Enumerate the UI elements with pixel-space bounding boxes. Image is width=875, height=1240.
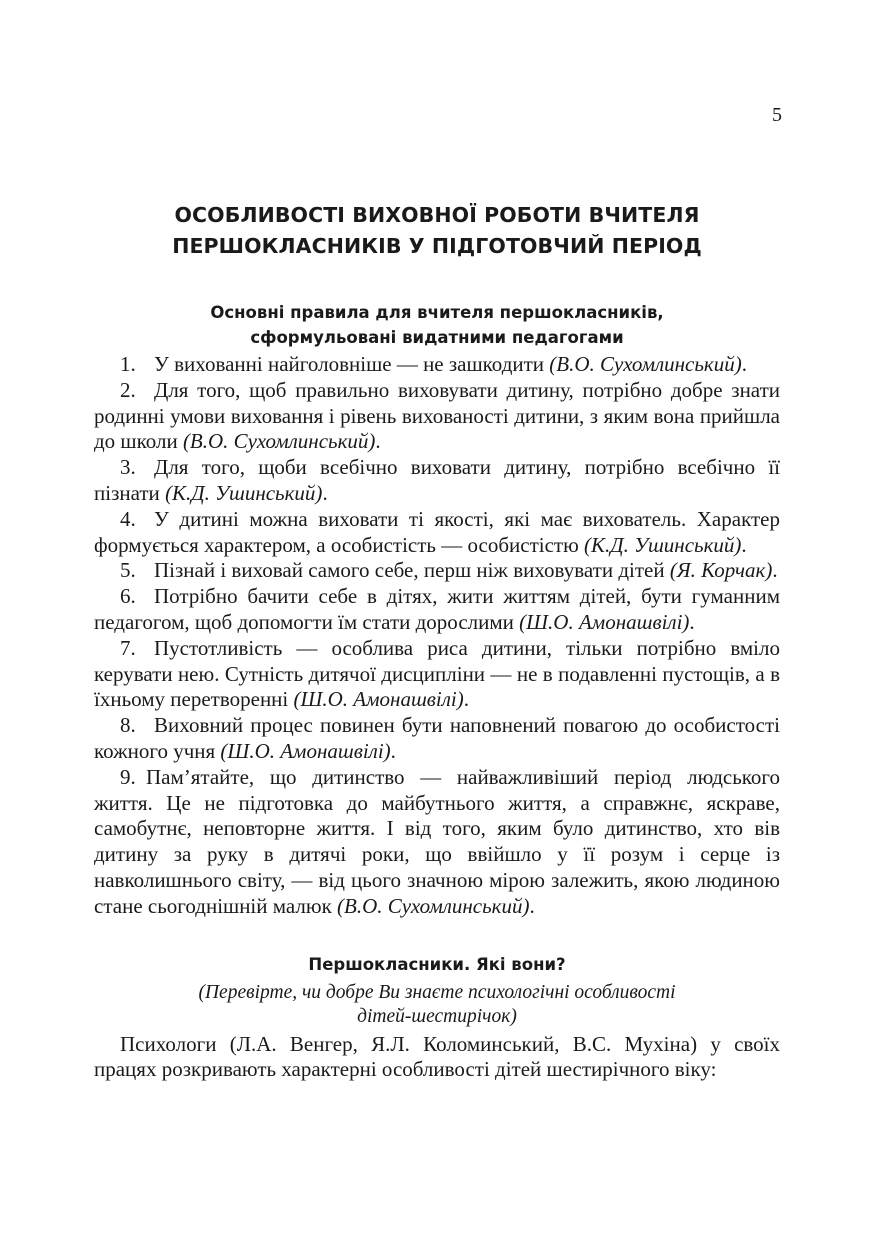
rule-item-4 xyxy=(94,507,780,559)
rule-item-2 xyxy=(94,378,780,455)
rule-text: Для того, щоби всебічно виховати дитину, потрібно всебічно її пізнати xyxy=(94,455,780,505)
rule-end: . xyxy=(689,609,695,634)
rule-author: (Ш.О. Амонашвілі) xyxy=(293,687,464,712)
rule-text: Потрібно бачити себе в дітях, жити життям дітей, бути гуманним педагогом, щоб допомогти їм стати дорослими xyxy=(94,584,780,634)
rule-number: 5. xyxy=(120,558,136,583)
note-line-1: (Перевірте, чи добре Ви знаєте психологічні особливості xyxy=(198,981,676,1003)
rule-number: 7. xyxy=(120,635,136,660)
rule-end: . xyxy=(741,352,747,376)
note-line-2: дітей-шестирічок) xyxy=(357,1005,517,1027)
rule-end: . xyxy=(463,687,469,712)
rule-item-5 xyxy=(94,558,780,584)
rule-item-7 xyxy=(94,636,780,713)
rule-number: 8. xyxy=(120,713,136,738)
rules-list xyxy=(94,352,780,920)
chapter-title-line-1: ОСОБЛИВОСТІ ВИХОВНОЇ РОБОТИ ВЧИТЕЛЯ xyxy=(174,203,700,227)
rule-item-8 xyxy=(94,713,780,765)
rule-text: Виховний процес повинен бути наповнений повагою до особистості кожного учня xyxy=(94,713,780,763)
rule-end: . xyxy=(390,738,396,763)
first-graders-heading: Першокласники. Які вони? xyxy=(308,954,566,974)
rule-number: 3. xyxy=(120,455,136,480)
rule-number: 6. xyxy=(120,584,136,609)
rule-author: (В.О. Сухомлинський) xyxy=(337,893,530,918)
rule-author: (Я. Корчак) xyxy=(669,558,773,583)
rule-end: . xyxy=(741,532,747,557)
page-number: 5 xyxy=(772,104,782,126)
rule-item-6 xyxy=(94,584,780,636)
rule-text: У вихованні найголовніше — не зашкодити xyxy=(154,352,550,376)
rule-text: Для того, щоб правильно виховувати дитину, потрібно добре знати родинні умови виховання і рівень вихованості дитини, з яким вона прийшла до школи xyxy=(94,377,780,454)
rule-number: 4. xyxy=(120,506,136,531)
rule-item-1 xyxy=(94,352,780,378)
rule-text: У дитині можна виховати ті якості, які має вихователь. Характер формується характером, а особистість — особистістю xyxy=(94,506,780,557)
rule-number: 9. xyxy=(120,764,136,789)
rules-heading xyxy=(94,300,780,350)
rule-author: (К.Д. Ушинський) xyxy=(584,532,742,557)
rule-number: 2. xyxy=(120,377,136,402)
rule-end: . xyxy=(772,558,778,583)
rules-heading-line-2: сформульовані видатними педагогами xyxy=(250,328,624,347)
rule-author: (Ш.О. Амонашвілі) xyxy=(519,609,690,634)
psychologists-paragraph: Психологи (Л.А. Венгер, Я.Л. Коломинський, В.С. Мухіна) у своїх працях розкривають характерні особливості дітей шестирічного віку: xyxy=(94,1031,780,1082)
rule-text: Пізнай і виховай самого себе, перш ніж виховувати дітей xyxy=(154,558,670,583)
rules-heading-line-1: Основні правила для вчителя першокласників, xyxy=(210,303,664,322)
rule-author: (В.О. Сухомлинський) xyxy=(549,352,742,376)
rule-item-3 xyxy=(94,455,780,507)
rule-author: (Ш.О. Амонашвілі) xyxy=(220,738,391,763)
rule-end: . xyxy=(375,429,381,454)
chapter-title xyxy=(94,200,780,262)
rule-end: . xyxy=(322,480,328,505)
rule-text: Пам’ятайте, що дитинство — найважливіший період людського життя. Це не підготовка до майбутнього життя, а справжнє, яскраве, самобутнє, неповторне життя. І від того, яким було дитинство, хто вів дитину за руку в дитячі роки, що ввійшло у її розум і серце із навколишнього світу, — від цього значною мірою залежить, якою людиною стане сьогоднішній малюк xyxy=(94,764,780,918)
rule-number: 1. xyxy=(120,352,136,376)
rule-author: (К.Д. Ушинський) xyxy=(165,480,323,505)
chapter-title-line-2: ПЕРШОКЛАСНИКІВ У ПІДГОТОВЧИЙ ПЕРІОД xyxy=(172,234,702,258)
rule-author: (В.О. Сухомлинський) xyxy=(182,429,376,454)
rule-end: . xyxy=(529,893,535,918)
rule-text: Пустотливість — особлива риса дитини, тільки потрібно вміло керувати нею. Сутність дитячої дисципліни — не в подавленні пустощів, а в їхньому перетворенні xyxy=(94,635,780,712)
rule-item-9 xyxy=(94,765,780,920)
first-graders-note xyxy=(94,981,780,1029)
page-content xyxy=(94,200,780,1083)
